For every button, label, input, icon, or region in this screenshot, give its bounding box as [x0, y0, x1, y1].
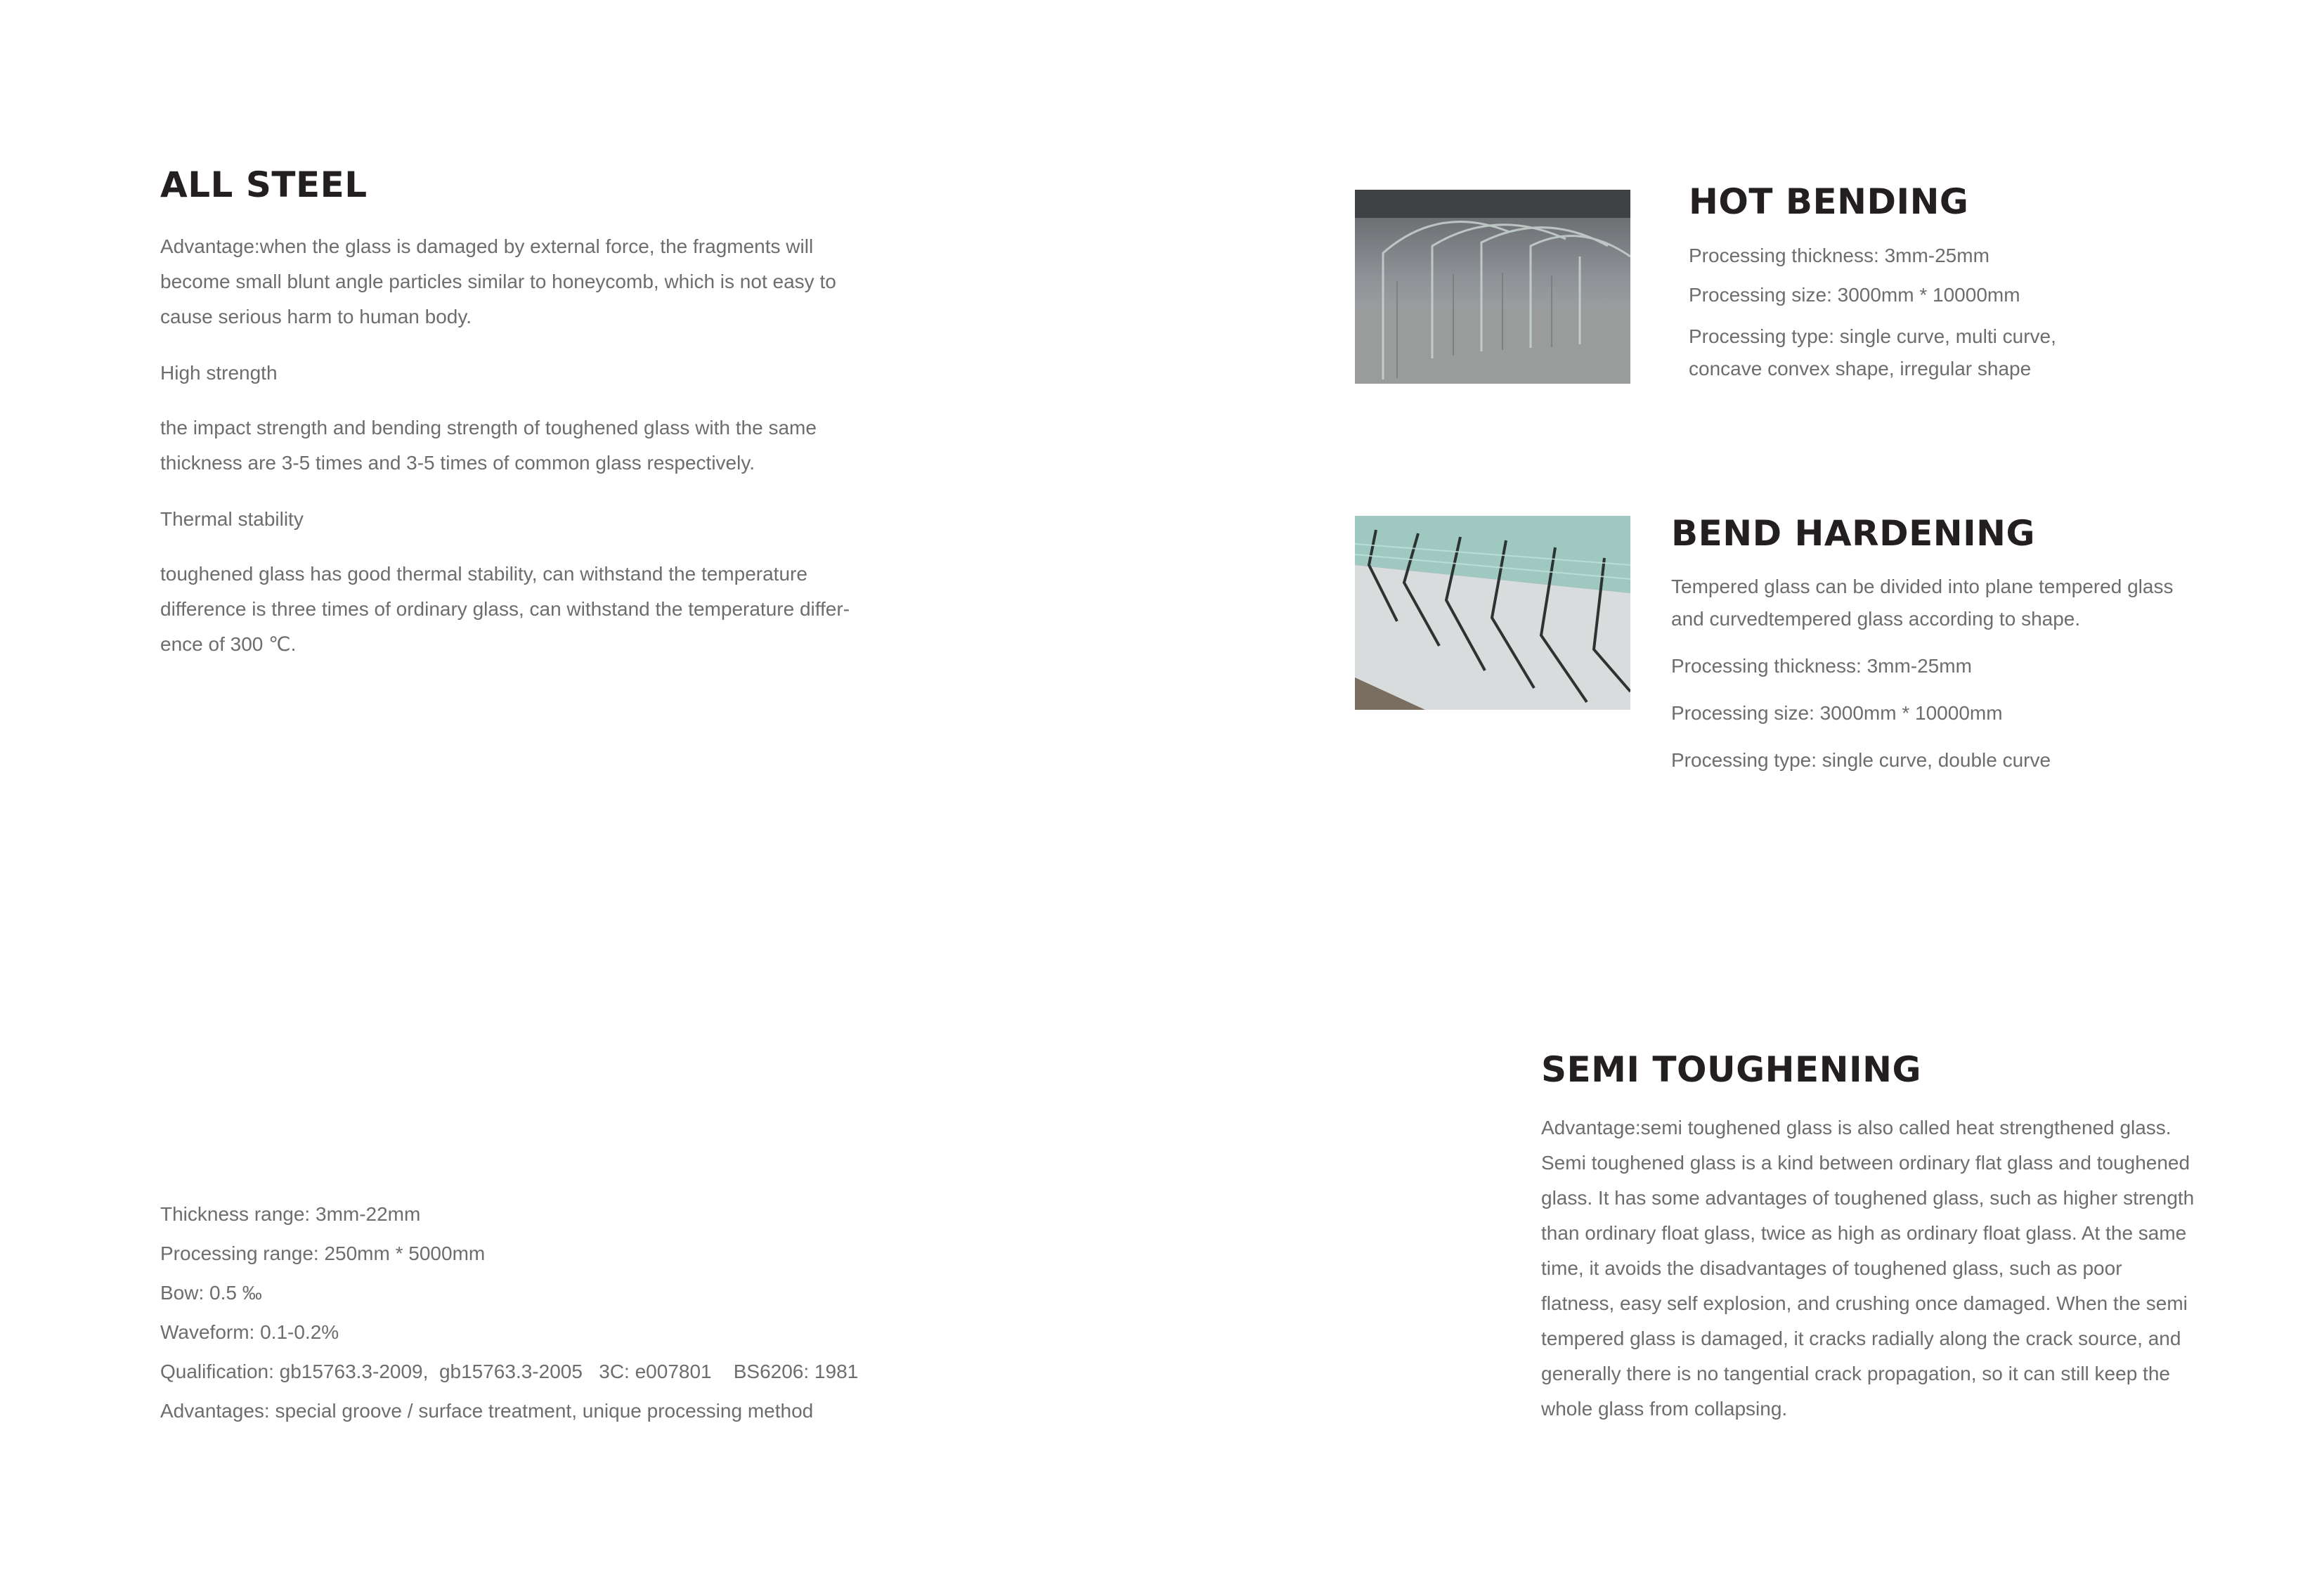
hot-bending-thickness: Processing thickness: 3mm-25mm	[1689, 245, 1989, 266]
bend-hardening-photo	[1355, 516, 1630, 710]
hot-bending-type: Processing type: single curve, multi curve, concave convex shape, irregular shape	[1689, 325, 2056, 379]
bend-hardening-type: Processing type: single curve, double curve	[1671, 749, 2051, 771]
spec-bow: Bow: 0.5 ‰	[160, 1282, 262, 1304]
semi-toughening-title: SEMI TOUGHENING	[1541, 1049, 1922, 1090]
spec-thickness-range: Thickness range: 3mm-22mm	[160, 1203, 421, 1225]
spec-processing-range: Processing range: 250mm * 5000mm	[160, 1242, 486, 1264]
thermal-stability-label: Thermal stability	[160, 508, 304, 530]
high-strength-text: the impact strength and bending strength of toughened glass with the same thickness are 3-5 times and 3-5 times of common glass respectively.	[160, 417, 817, 474]
spec-qualification: Qualification: gb15763.3-2009, gb15763.3-2005 3C: e007801 BS6206: 1981	[160, 1361, 859, 1382]
high-strength-label: High strength	[160, 362, 278, 384]
all-steel-title: ALL STEEL	[160, 164, 368, 205]
bend-hardening-title: BEND HARDENING	[1671, 513, 2036, 554]
hot-bending-photo	[1355, 190, 1630, 384]
bend-hardening-intro: Tempered glass can be divided into plane tempered glass and curvedtempered glass according to shape.	[1671, 576, 2174, 630]
spec-waveform: Waveform: 0.1-0.2%	[160, 1321, 339, 1343]
semi-toughening-text: Advantage:semi toughened glass is also called heat strengthened glass. Semi toughened glass is a kind between ordinary flat glass and toughened glass. It has some advantages of toughened glass, such as higher strength than ordinary float glass, twice as high as ordinary float glass. At the same time, it avoids the disadvantages of toughened glass, such as poor flatness, easy self explosion, and crushing once damaged. When the semi tempered glass is damaged, it cracks radially along the crack source, and generally there is no tangential crack propagation, so it can still keep the whole glass from collapsing.	[1541, 1117, 2195, 1420]
thermal-stability-text: toughened glass has good thermal stability, can withstand the temperature difference is three times of ordinary glass, can withstand the temperature differ-ence of 300 ℃.	[160, 563, 850, 655]
all-steel-advantage: Advantage:when the glass is damaged by external force, the fragments will become small blunt angle particles similar to honeycomb, which is not easy to cause serious harm to human body.	[160, 235, 836, 327]
spec-advantages: Advantages: special groove / surface treatment, unique processing method	[160, 1400, 814, 1422]
hot-bending-title: HOT BENDING	[1689, 181, 1969, 222]
bend-hardening-thickness: Processing thickness: 3mm-25mm	[1671, 655, 1972, 677]
hot-bending-size: Processing size: 3000mm * 10000mm	[1689, 284, 2020, 306]
bend-hardening-size: Processing size: 3000mm * 10000mm	[1671, 702, 2003, 724]
